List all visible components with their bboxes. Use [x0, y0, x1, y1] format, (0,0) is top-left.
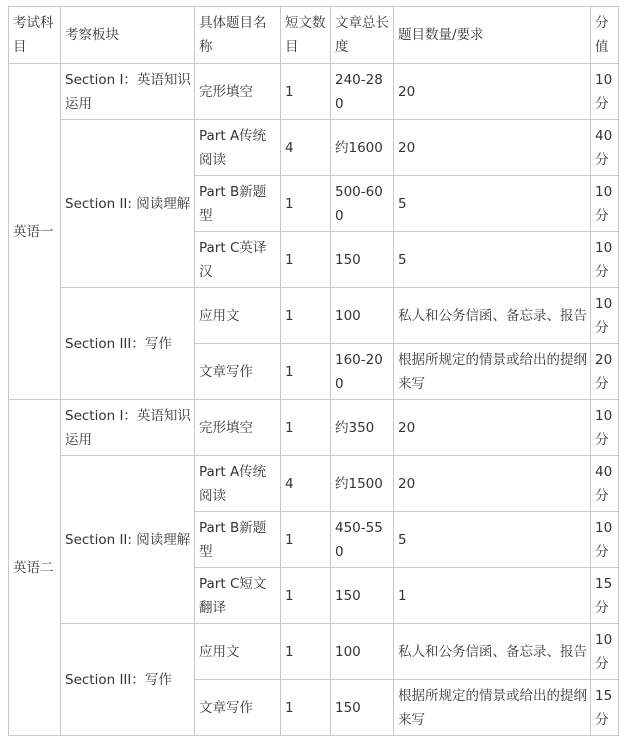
table-row [9, 120, 619, 176]
exam-structure-table [8, 6, 619, 736]
requirement-cell: 根据所规定的情景或给出的提纲来写 [394, 680, 591, 736]
length-cell: 约1600 [331, 120, 394, 176]
requirement-cell: 20 [394, 456, 591, 512]
title-cell: Part A传统阅读 [195, 456, 281, 512]
length-cell: 100 [331, 288, 394, 344]
score-cell: 10分 [591, 64, 619, 120]
title-cell: Part C短文翻译 [195, 568, 281, 624]
header-cell-title: 具体题目名称 [195, 7, 281, 64]
score-cell: 15分 [591, 680, 619, 736]
table-row [9, 400, 619, 456]
length-cell: 100 [331, 624, 394, 680]
count-cell: 1 [281, 568, 331, 624]
requirement-cell: 私人和公务信函、备忘录、报告 [394, 288, 591, 344]
requirement-cell: 20 [394, 400, 591, 456]
requirement-cell: 20 [394, 120, 591, 176]
score-cell: 10分 [591, 400, 619, 456]
header-cell-count: 短文数目 [281, 7, 331, 64]
requirement-cell: 5 [394, 512, 591, 568]
count-cell: 1 [281, 288, 331, 344]
requirement-cell: 5 [394, 232, 591, 288]
section-cell: Section I：英语知识运用 [61, 400, 195, 456]
table-row [9, 64, 619, 120]
title-cell: 应用文 [195, 624, 281, 680]
length-cell: 150 [331, 232, 394, 288]
header-cell-subject: 考试科目 [9, 7, 61, 64]
table-row [9, 456, 619, 512]
length-cell: 约1500 [331, 456, 394, 512]
section-cell: Section II: 阅读理解 [61, 456, 195, 624]
requirement-cell: 20 [394, 64, 591, 120]
title-cell: 完形填空 [195, 400, 281, 456]
title-cell: Part A传统阅读 [195, 120, 281, 176]
requirement-cell: 1 [394, 568, 591, 624]
title-cell: 文章写作 [195, 680, 281, 736]
title-cell: Part B新题型 [195, 176, 281, 232]
requirement-cell: 根据所规定的情景或给出的提纲来写 [394, 344, 591, 400]
title-cell: 文章写作 [195, 344, 281, 400]
section-cell: Section III：写作 [61, 288, 195, 400]
count-cell: 1 [281, 176, 331, 232]
section-cell: Section II: 阅读理解 [61, 120, 195, 288]
length-cell: 160-200 [331, 344, 394, 400]
requirement-cell: 5 [394, 176, 591, 232]
section-cell: Section I：英语知识运用 [61, 64, 195, 120]
count-cell: 1 [281, 680, 331, 736]
count-cell: 1 [281, 64, 331, 120]
section-cell: Section III：写作 [61, 624, 195, 736]
length-cell: 450-550 [331, 512, 394, 568]
count-cell: 1 [281, 344, 331, 400]
score-cell: 15分 [591, 568, 619, 624]
table-row [9, 624, 619, 680]
score-cell: 40分 [591, 456, 619, 512]
header-cell-requirement: 题目数量/要求 [394, 7, 591, 64]
length-cell: 150 [331, 568, 394, 624]
score-cell: 10分 [591, 176, 619, 232]
length-cell: 150 [331, 680, 394, 736]
count-cell: 1 [281, 512, 331, 568]
count-cell: 1 [281, 624, 331, 680]
count-cell: 4 [281, 120, 331, 176]
score-cell: 10分 [591, 512, 619, 568]
length-cell: 240-280 [331, 64, 394, 120]
header-cell-score: 分值 [591, 7, 619, 64]
title-cell: 应用文 [195, 288, 281, 344]
header-cell-section: 考察板块 [61, 7, 195, 64]
title-cell: 完形填空 [195, 64, 281, 120]
count-cell: 1 [281, 400, 331, 456]
score-cell: 10分 [591, 232, 619, 288]
subject-cell: 英语二 [9, 400, 61, 736]
header-row [9, 7, 619, 64]
score-cell: 10分 [591, 288, 619, 344]
header-cell-length: 文章总长度 [331, 7, 394, 64]
title-cell: Part B新题型 [195, 512, 281, 568]
table-row [9, 288, 619, 344]
title-cell: Part C英译汉 [195, 232, 281, 288]
subject-cell: 英语一 [9, 64, 61, 400]
length-cell: 约350 [331, 400, 394, 456]
score-cell: 40分 [591, 120, 619, 176]
score-cell: 20分 [591, 344, 619, 400]
count-cell: 4 [281, 456, 331, 512]
count-cell: 1 [281, 232, 331, 288]
score-cell: 10分 [591, 624, 619, 680]
length-cell: 500-600 [331, 176, 394, 232]
requirement-cell: 私人和公务信函、备忘录、报告 [394, 624, 591, 680]
